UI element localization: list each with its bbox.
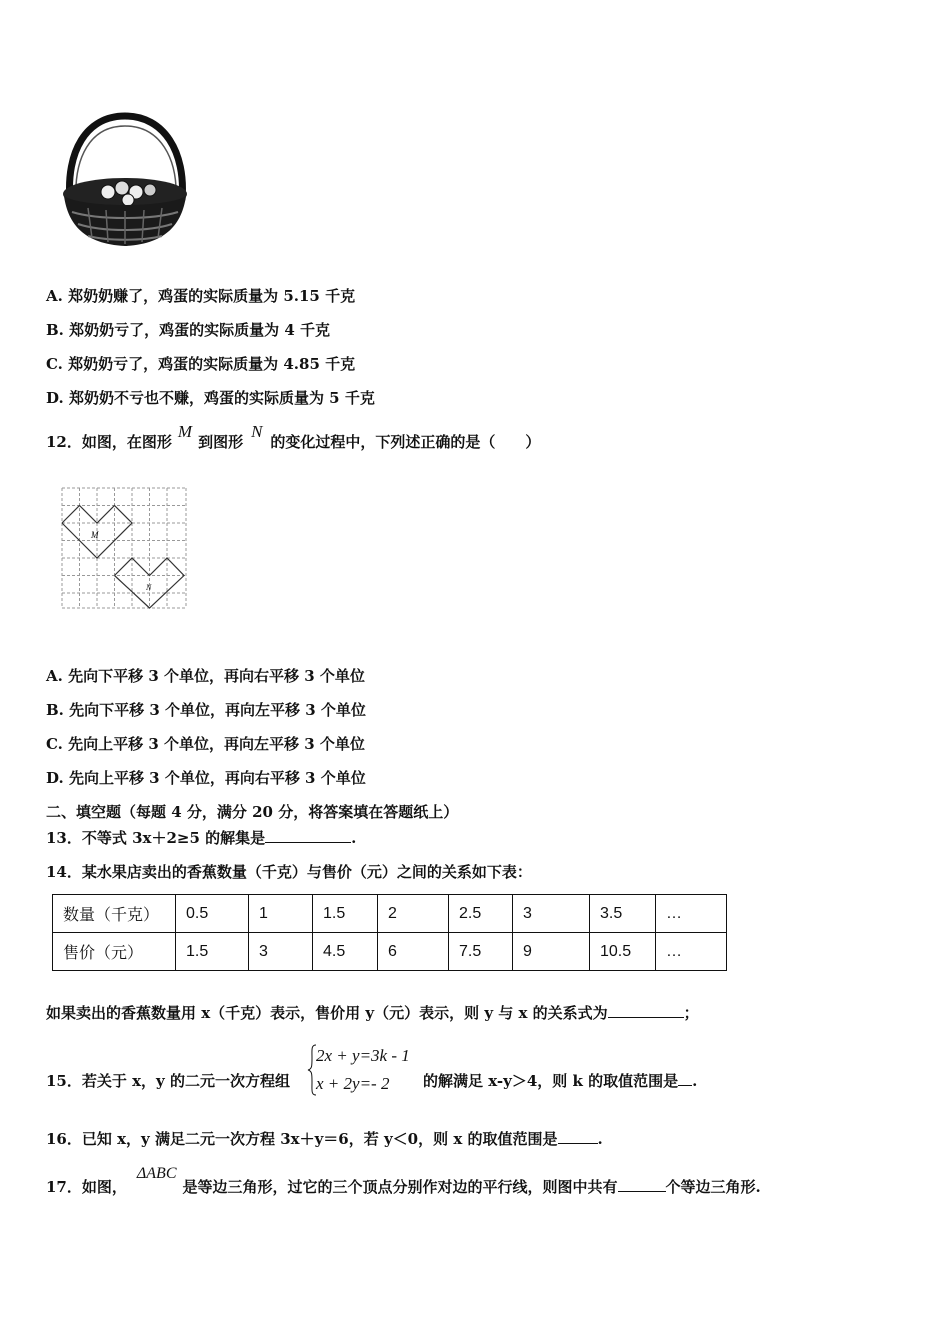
table-cell: 0.5 — [176, 895, 249, 933]
label-m: M — [91, 530, 99, 540]
q16-answer-blank[interactable] — [558, 1129, 598, 1144]
banana-price-table — [52, 894, 727, 971]
q12-option-d[interactable]: D. 先向上平移 3 个单位，再向右平移 3 个单位 — [46, 769, 366, 787]
table-cell: 3 — [513, 895, 590, 933]
equation-1: 2x + y=3k - 1 — [316, 1046, 410, 1065]
egg-basket-image — [58, 112, 192, 252]
q15-answer-blank[interactable] — [678, 1071, 692, 1086]
table-cell: 2 — [378, 895, 449, 933]
q11-option-c[interactable]: C. 郑奶奶亏了，鸡蛋的实际质量为 4.85 千克 — [46, 355, 356, 373]
q14-stem: 14．某水果店卖出的香蕉数量（千克）与售价（元）之间的关系如下表： — [46, 863, 532, 881]
q12-option-b[interactable]: B. 先向下平移 3 个单位，再向左平移 3 个单位 — [46, 701, 366, 719]
q11-option-d[interactable]: D. 郑奶奶不亏也不赚，鸡蛋的实际质量为 5 千克 — [46, 389, 375, 407]
table-cell: 数量（千克） — [53, 895, 176, 933]
q12-option-a[interactable]: A. 先向下平移 3 个单位，再向右平移 3 个单位 — [46, 667, 365, 685]
q11-option-b[interactable]: B. 郑奶奶亏了，鸡蛋的实际质量为 4 千克 — [46, 321, 331, 339]
table-row-quantity — [53, 895, 727, 933]
q14-answer-blank[interactable] — [608, 1003, 684, 1018]
q15-post: 的解满足 x-y＞4，则 k 的取值范围是 . — [423, 1072, 698, 1090]
q16: 16．已知 x，y 满足二元一次方程 3x＋y＝6，若 y＜0，则 x 的取值范围是 . — [46, 1130, 603, 1148]
section2-heading: 二、填空题（每题 4 分，满分 20 分，将答案填在答题纸上） — [46, 803, 459, 821]
table-cell: 9 — [513, 933, 590, 971]
equation-2: x + 2y=- 2 — [316, 1074, 390, 1093]
table-cell: 6 — [378, 933, 449, 971]
q13-answer-blank[interactable] — [265, 828, 351, 843]
table-cell: 10.5 — [590, 933, 656, 971]
table-row-price — [53, 933, 727, 971]
table-cell: 3 — [249, 933, 313, 971]
table-cell: 1.5 — [313, 895, 378, 933]
table-cell: … — [656, 895, 727, 933]
table-cell: 2.5 — [449, 895, 513, 933]
table-cell: 售价（元） — [53, 933, 176, 971]
table-cell: 3.5 — [590, 895, 656, 933]
table-cell: … — [656, 933, 727, 971]
table-cell: 1 — [249, 895, 313, 933]
q14-followup: 如果卖出的香蕉数量用 x（千克）表示，售价用 y（元）表示，则 y 与 x 的关系式为 ； — [46, 1004, 699, 1022]
q17: 17．如图，ΔABC是等边三角形，过它的三个顶点分别作对边的平行线，则图中共有 个等边三角形. — [46, 1165, 761, 1196]
label-n: N — [146, 583, 152, 592]
q17-answer-blank[interactable] — [618, 1177, 666, 1192]
heart-grid-figure — [60, 486, 188, 610]
q13: 13．不等式 3x＋2≥5 的解集是 . — [46, 829, 357, 847]
q12-option-c[interactable]: C. 先向上平移 3 个单位，再向左平移 3 个单位 — [46, 735, 365, 753]
q11-option-a[interactable]: A. 郑奶奶赚了，鸡蛋的实际质量为 5.15 千克 — [46, 287, 356, 305]
table-cell: 1.5 — [176, 933, 249, 971]
q12-stem: 12．如图，在图形M到图形N的变化过程中，下列述正确的是（ ） — [46, 422, 541, 451]
q15-pre: 15．若关于 x，y 的二元一次方程组 — [46, 1072, 290, 1090]
table-cell: 7.5 — [449, 933, 513, 971]
table-cell: 4.5 — [313, 933, 378, 971]
